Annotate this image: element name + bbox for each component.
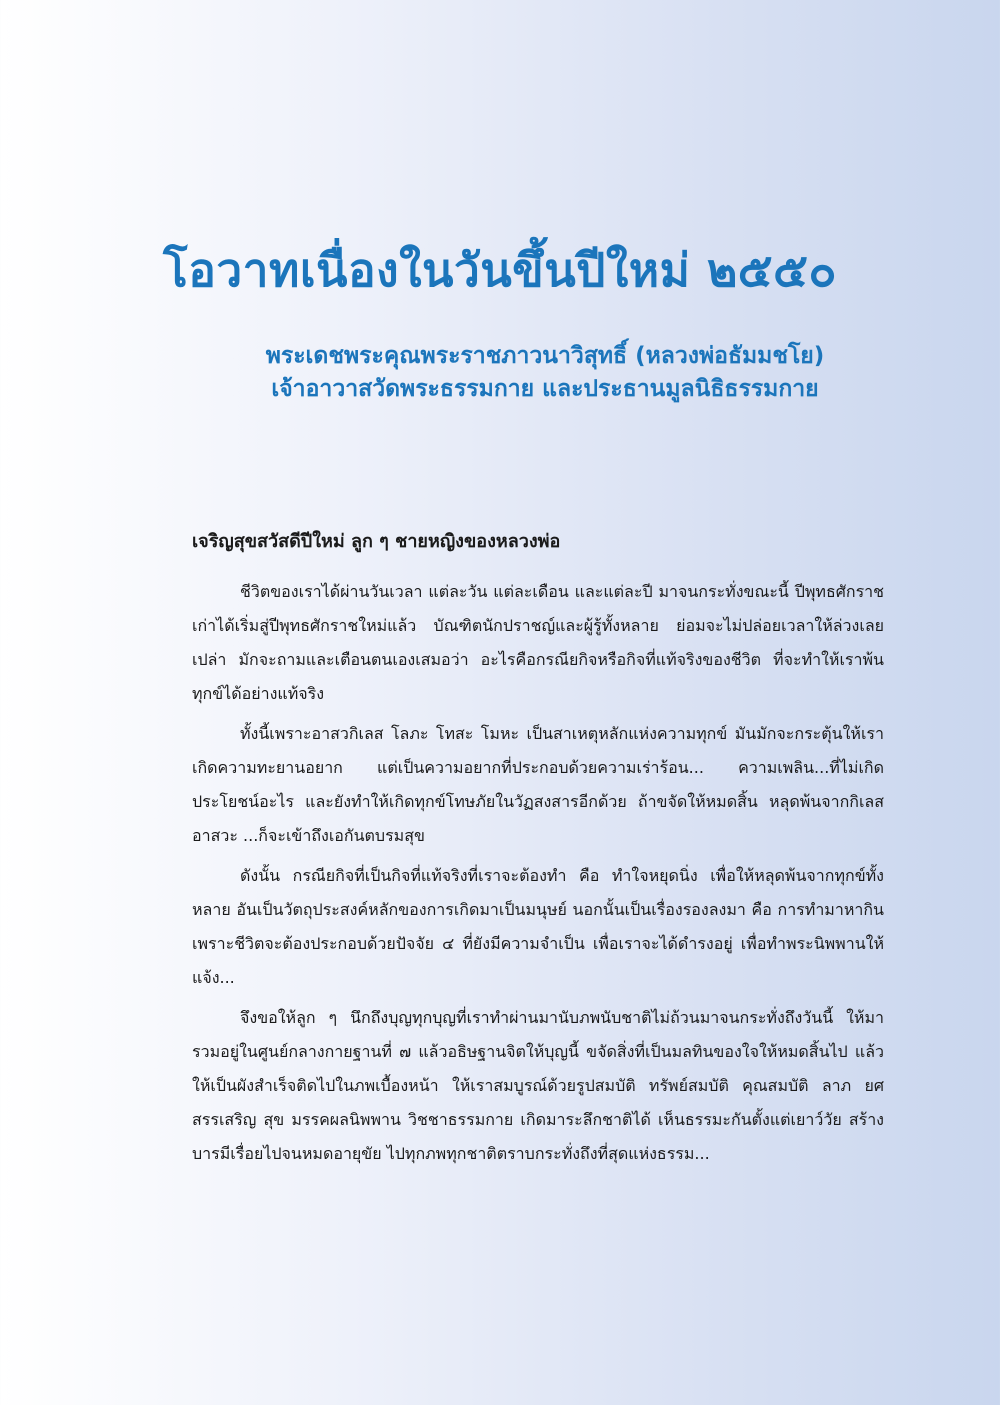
body-paragraph-2: ทั้งนี้เพราะอาสวกิเลส โลภะ โทสะ โมหะ เป็นสาเหตุหลักแห่งความทุกข์ มันมักจะกระตุ้นให้เราเกิดความทะยานอยาก แต่เป็นความอยากที่ประกอบด้วยความเร่าร้อน... ความเพลิน...ที่ไม่เกิดประโยชน์อะไร และยังทำให้เกิดทุกข์โทษภัยในวัฏสงสารอีกด้วย ถ้าขจัดให้หมดสิ้น หลุดพ้นจากกิเลสอาสวะ ...ก็จะเข้าถึงเอกันตบรมสุข xyxy=(192,724,884,845)
author-name-line: พระเดชพระคุณพระราชภาวนาวิสุทธิ์ (หลวงพ่อธัมมชโย) xyxy=(265,343,825,369)
body-paragraph-1: ชีวิตของเราได้ผ่านวันเวลา แต่ละวัน แต่ละเดือน และแต่ละปี มาจนกระทั่งขณะนี้ ปีพุทธศักราชเก่าได้เริ่มสู่ปีพุทธศักราชใหม่แล้ว บัณฑิตนักปราชญ์และผู้รู้ทั้งหลาย ย่อมจะไม่ปล่อยเวลาให้ล่วงเลยเปล่า มักจะถามและเตือนตนเองเสมอว่า อะไรคือกรณียกิจหรือกิจที่แท้จริงของชีวิต ที่จะทำให้เราพ้นทุกข์ได้อย่างแท้จริง xyxy=(192,582,884,703)
author-block xyxy=(0,340,1000,407)
author-position-line: เจ้าอาวาสวัดพระธรรมกาย และประธานมูลนิธิธรรมกาย xyxy=(271,376,819,403)
greeting-heading: เจริญสุขสวัสดีปีใหม่ ลูก ๆ ชายหญิงของหลวงพ่อ xyxy=(192,531,561,552)
body-content xyxy=(192,525,884,1177)
body-paragraph-3: ดังนั้น กรณียกิจที่เป็นกิจที่แท้จริงที่เราจะต้องทำ คือ ทำใจหยุดนิ่ง เพื่อให้หลุดพ้นจากทุกข์ทั้งหลาย อันเป็นวัตถุประสงค์หลักของการเกิดมาเป็นมนุษย์ นอกนั้นเป็นเรื่องรองลงมา คือ การทำมาหากิน เพราะชีวิตจะต้องประกอบด้วยปัจจัย ๔ ที่ยังมีความจำเป็น เพื่อเราจะได้ดำรงอยู่ เพื่อทำพระนิพพานให้แจ้ง... xyxy=(192,866,884,987)
body-paragraph-4: จึงขอให้ลูก ๆ นึกถึงบุญทุกบุญที่เราทำผ่านมานับภพนับชาติไม่ถ้วนมาจนกระทั่งถึงวันนี้ ให้มารวมอยู่ในศูนย์กลางกายฐานที่ ๗ แล้วอธิษฐานจิตให้บุญนี้ ขจัดสิ่งที่เป็นมลทินของใจให้หมดสิ้นไป แล้วให้เป็นผังสำเร็จติดไปในภพเบื้องหน้า ให้เราสมบูรณ์ด้วยรูปสมบัติ ทรัพย์สมบัติ คุณสมบัติ ลาภ ยศ สรรเสริญ สุข มรรคผลนิพพาน วิชชาธรรมกาย เกิดมาระลึกชาติได้ เห็นธรรมะกันตั้งแต่เยาว์วัย สร้างบารมีเรื่อยไปจนหมดอายุขัย ไปทุกภพทุกชาติตราบกระทั่งถึงที่สุดแห่งธรรม... xyxy=(192,1008,884,1163)
page-title: โอวาทเนื่องในวันขึ้นปีใหม่ ๒๕๕๐ xyxy=(163,243,837,297)
